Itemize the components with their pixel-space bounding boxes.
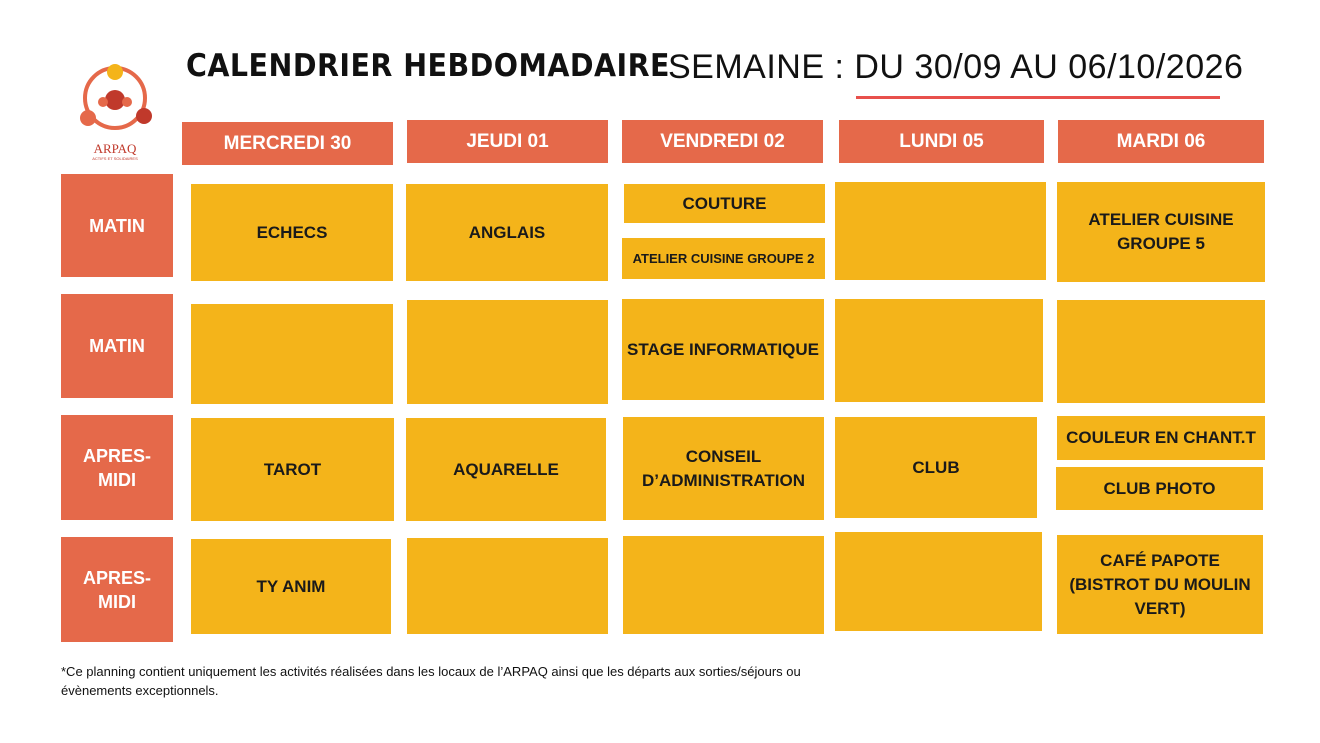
activity-cell: AQUARELLE bbox=[406, 418, 606, 521]
week-underline bbox=[856, 96, 1220, 99]
activity-cell: ANGLAIS bbox=[406, 184, 608, 281]
activity-cell bbox=[1057, 300, 1265, 403]
activity-cell: ATELIER CUISINE GROUPE 5 bbox=[1057, 182, 1265, 282]
activity-cell: STAGE INFORMATIQUE bbox=[622, 299, 824, 400]
week-range: SEMAINE : DU 30/09 AU 06/10/2026 bbox=[668, 48, 1244, 86]
day-header-lundi: LUNDI 05 bbox=[839, 120, 1044, 163]
activity-cell: CONSEIL D’ADMINISTRATION bbox=[623, 417, 824, 520]
activity-cell bbox=[835, 182, 1046, 280]
activity-cell bbox=[407, 538, 608, 634]
activity-cell: COUTURE bbox=[624, 184, 825, 223]
slot-label-matin-2: MATIN bbox=[61, 294, 173, 398]
day-header-vendredi: VENDREDI 02 bbox=[622, 120, 823, 163]
slot-label-apres-midi-2: APRES- MIDI bbox=[61, 537, 173, 642]
arpaq-logo-mark bbox=[70, 50, 160, 145]
activity-cell: CAFÉ PAPOTE (BISTROT DU MOULIN VERT) bbox=[1057, 535, 1263, 634]
day-header-mardi: MARDI 06 bbox=[1058, 120, 1264, 163]
activity-cell bbox=[407, 300, 608, 404]
logo-name: ARPAQ bbox=[93, 141, 137, 156]
activity-cell: CLUB PHOTO bbox=[1056, 467, 1263, 510]
activity-cell: TY ANIM bbox=[191, 539, 391, 634]
slot-label-apres-midi-1: APRES- MIDI bbox=[61, 415, 173, 520]
slot-label-matin-1: MATIN bbox=[61, 174, 173, 277]
activity-cell bbox=[191, 304, 393, 404]
activity-cell: TAROT bbox=[191, 418, 394, 521]
activity-cell: CLUB bbox=[835, 417, 1037, 518]
logo-tagline: ACTIFS ET SOLIDAIRES bbox=[92, 156, 138, 161]
day-header-mercredi: MERCREDI 30 bbox=[182, 122, 393, 165]
activity-cell bbox=[835, 532, 1042, 631]
activity-cell: COULEUR EN CHANT.T bbox=[1057, 416, 1265, 460]
activity-cell bbox=[835, 299, 1043, 402]
page-title: CALENDRIER HEBDOMADAIRE bbox=[186, 48, 670, 84]
footnote: *Ce planning contient uniquement les activités réalisées dans les locaux de l’ARPAQ ainsi que les départs aux sorties/séjours ou évènements exceptionnels. bbox=[61, 664, 801, 698]
day-header-jeudi: JEUDI 01 bbox=[407, 120, 608, 163]
activity-cell bbox=[623, 536, 824, 634]
activity-cell: ATELIER CUISINE GROUPE 2 bbox=[622, 238, 825, 279]
activity-cell: ECHECS bbox=[191, 184, 393, 281]
